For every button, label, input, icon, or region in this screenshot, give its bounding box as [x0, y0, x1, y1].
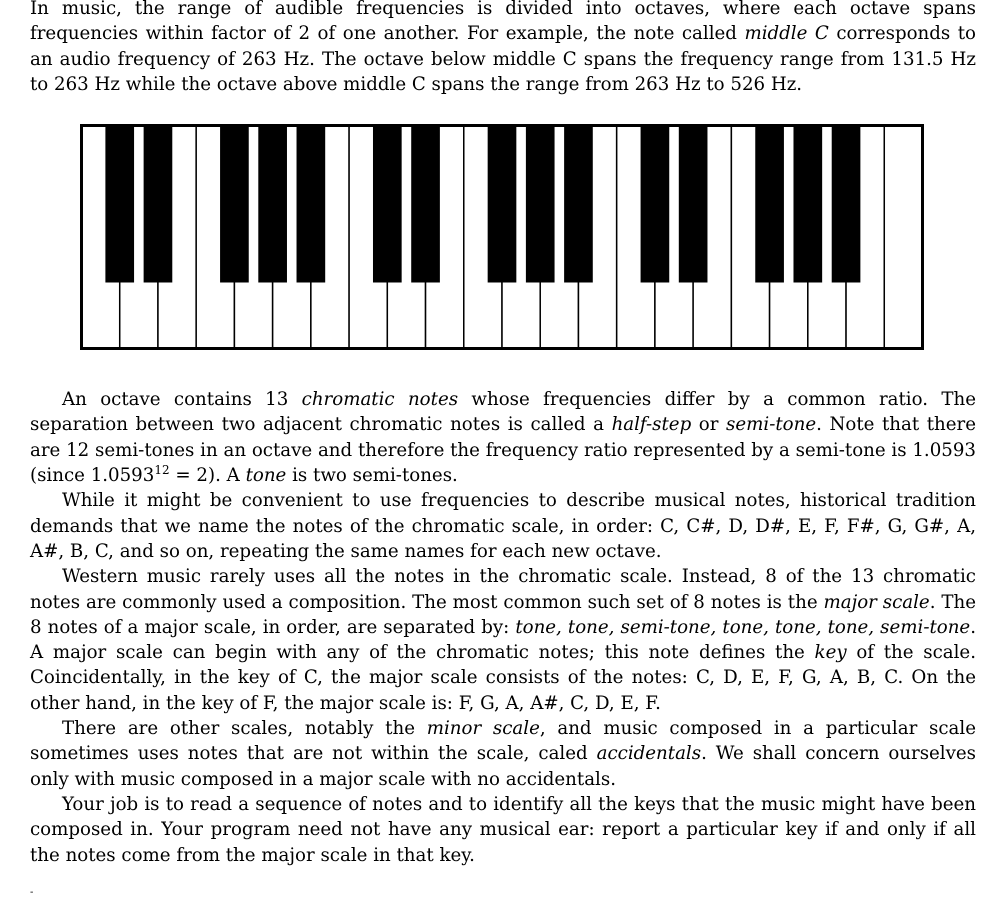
p3-text-1: Western music rarely uses all the notes in the chromatic scale. Instead, 8 of the 13 chromatic notes are commonly used a composition. The most common such set of 8 notes is the — [30, 566, 976, 613]
black-key — [373, 126, 402, 283]
term-accidentals: accidentals — [596, 743, 702, 765]
piano-keyboard-figure — [30, 97, 976, 387]
task-paragraph: Your job is to read a sequence of notes and to identify all the keys that the music might have been composed in. Your program need not have any musical ear: report a particular key if and only if all the notes come from the major scale in that key. — [30, 793, 976, 866]
p1-text-4: . Note that there are 12 semi-tones in an octave and therefore the frequency ratio represented by a semi-tone is 1.0593 (since 1.0593 — [30, 414, 976, 487]
black-key — [793, 126, 822, 283]
term-semi-tone: semi-tone — [726, 414, 817, 436]
p1-text-2: whose frequencies differ by a common ratio. The separation between two adjacent chromatic notes is called a — [30, 389, 977, 436]
black-key — [105, 126, 134, 283]
black-key — [526, 126, 555, 283]
p1-text-1: An octave contains 13 — [62, 389, 302, 411]
term-chromatic-notes: chromatic notes — [301, 389, 459, 411]
black-key — [679, 126, 708, 283]
term-tone: tone — [245, 465, 287, 487]
term-half-step: half-step — [611, 414, 692, 436]
term-minor-scale: minor scale — [426, 718, 540, 740]
document-body — [30, 0, 976, 868]
p3-text-2: . The 8 notes of a major scale, in order, are separated by: — [30, 591, 976, 638]
minor-scale-paragraph — [30, 716, 976, 792]
black-key — [755, 126, 784, 283]
page-footer-mark: - — [30, 887, 34, 898]
term-key: key — [814, 642, 847, 664]
black-key — [258, 126, 287, 283]
white-key — [884, 126, 922, 349]
piano-keyboard — [80, 124, 924, 350]
intro-text-1: In music, the range of audible frequencies is divided into octaves, where each octave spans frequencies within factor of 2 of one another. For example, the note called — [30, 0, 976, 45]
black-key — [641, 126, 670, 283]
term-major-scale: major scale — [823, 591, 930, 613]
p1-text-5: = 2). A — [169, 465, 246, 487]
p4-text-1: There are other scales, notably the — [62, 718, 427, 740]
major-scale-paragraph — [30, 564, 976, 716]
p4-text-3: . We shall concern ourselves only with music composed in a major scale with no accidentals. — [30, 743, 976, 790]
black-key — [144, 126, 173, 283]
black-key — [220, 126, 249, 283]
black-key — [411, 126, 440, 283]
p1-text-6: is two semi-tones. — [286, 465, 458, 487]
term-middle-c: middle C — [744, 23, 829, 45]
black-key — [488, 126, 517, 283]
black-key — [297, 126, 326, 283]
exponent: 12 — [154, 463, 170, 478]
chromatic-notes-paragraph — [30, 387, 976, 488]
black-key — [832, 126, 861, 283]
p3-text-4: of the scale. Coincidentally, in the key of C, the major scale consists of the notes: C, D, E, F, G, A, B, C. On the other hand, in the key of F, the major scale is: F, G, A, A#, C, D, E, F. — [30, 642, 976, 714]
p1-text-3: or — [691, 414, 727, 436]
intro-text-2: corresponds to an audio frequency of 263 Hz. The octave below middle C spans the frequency range from 131.5 Hz to 263 Hz while the octave above middle C spans the range from 263 Hz to 526 Hz. — [30, 23, 976, 95]
p4-text-2: , and music composed in a particular scale sometimes uses notes that are not within the scale, caled — [30, 718, 976, 765]
black-key — [564, 126, 593, 283]
term-intervals: tone, tone, semi-tone, tone, tone, tone, semi-tone — [515, 616, 971, 638]
note-names-paragraph: While it might be convenient to use frequencies to describe musical notes, historical tradition demands that we name the notes of the chromatic scale, in order: C, C#, D, D#, E, F, F#, G, G#, A, A#, B, C, and so on, repeating the same names for each new octave. — [30, 490, 976, 562]
intro-paragraph — [30, 0, 976, 97]
p3-text-3: . A major scale can begin with any of the chromatic notes; this note defines the — [30, 616, 976, 664]
